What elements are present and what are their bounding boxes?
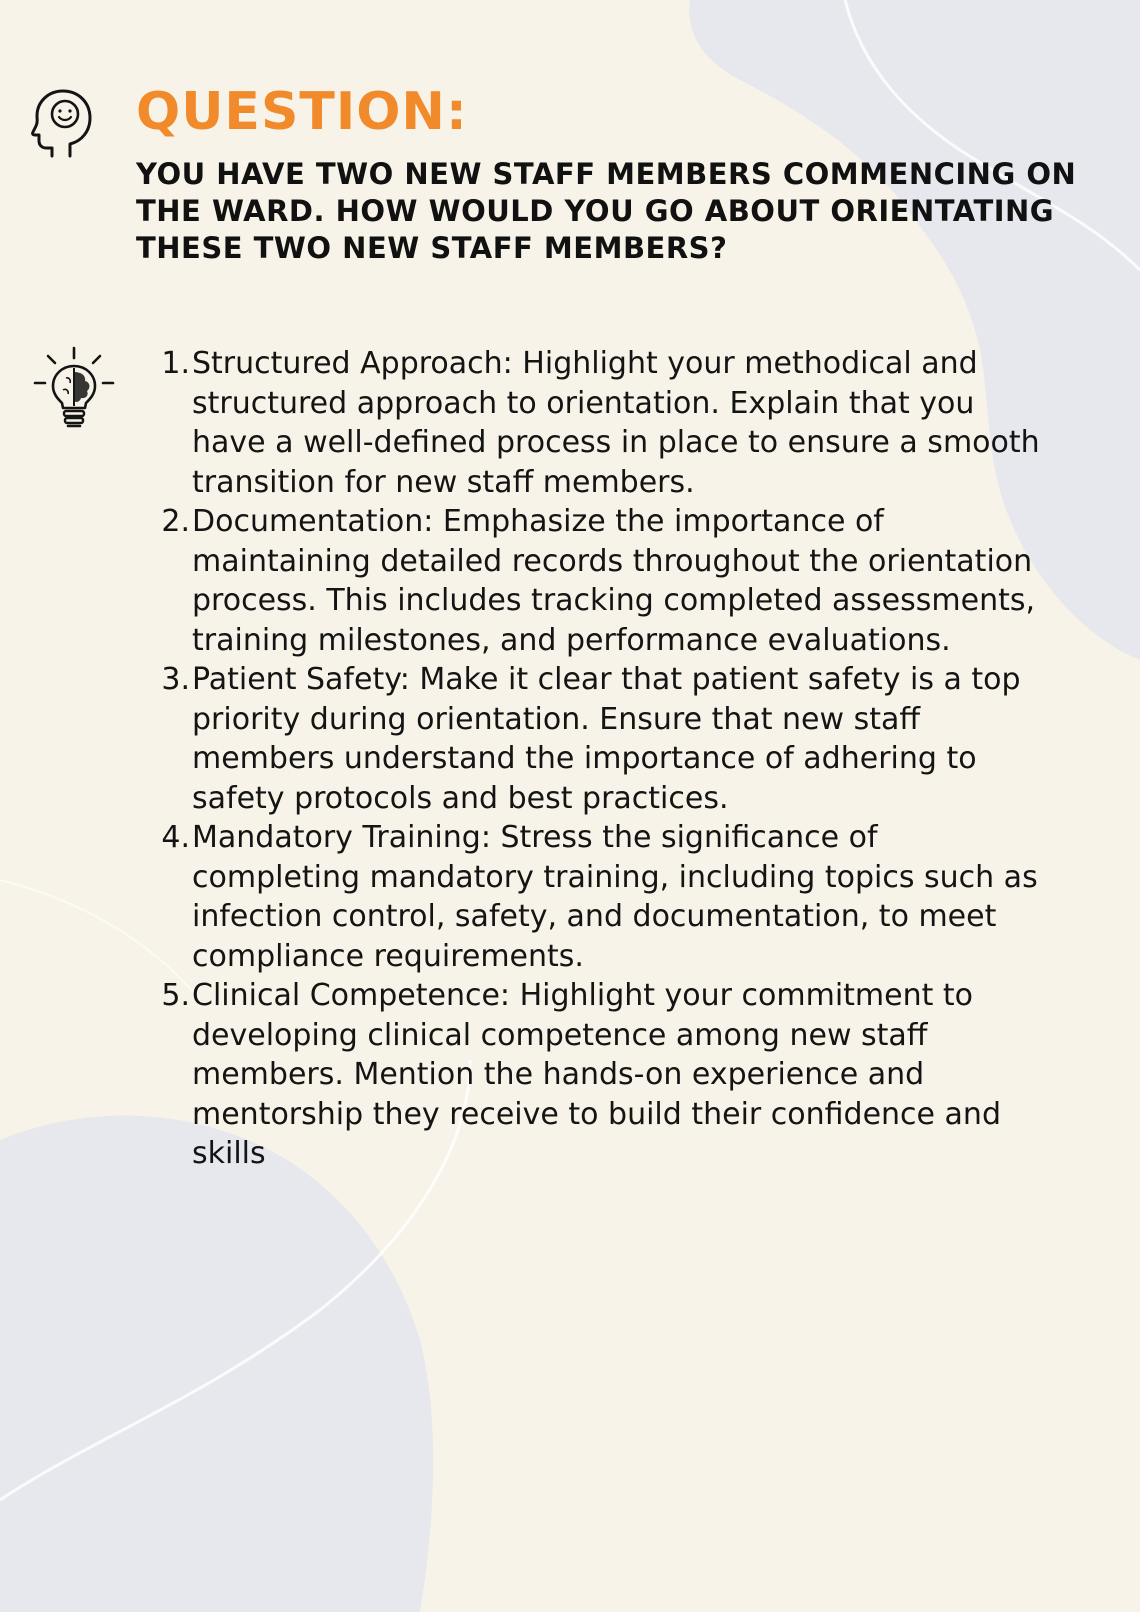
lightbulb-brain-icon <box>30 346 118 434</box>
question-text: YOU HAVE TWO NEW STAFF MEMBERS COMMENCING ON THE WARD. HOW WOULD YOU GO ABOUT ORIENTATING THESE TWO NEW STAFF MEMBERS? <box>136 157 1077 265</box>
list-item <box>150 818 1050 976</box>
question-title: QUESTION: <box>136 82 468 142</box>
list-item <box>150 976 1050 1174</box>
list-item-number: 1. <box>161 346 190 381</box>
list-item-text: Documentation: Emphasize the importance of maintaining detailed records throughout the orientation process. This includes tracking completed assessments, training milestones, and performance evaluations. <box>192 504 1036 658</box>
list-item-text: Structured Approach: Highlight your methodical and structured approach to orientation. Explain that you have a well-defined process in place to ensure a smooth transition for new staff members. <box>192 346 1040 500</box>
list-item-number: 4. <box>161 820 190 855</box>
list-item-number: 2. <box>161 504 190 539</box>
list-item-text: Patient Safety: Make it clear that patient safety is a top priority during orientation. Ensure that new staff members understand the importance of adhering to safety protocols and best practices. <box>192 662 1021 816</box>
answer-list <box>150 344 1050 1174</box>
list-item <box>150 660 1050 818</box>
list-item <box>150 344 1050 502</box>
list-item-text: Mandatory Training: Stress the significance of completing mandatory training, including topics such as infection control, safety, and documentation, to meet compliance requirements. <box>192 820 1038 974</box>
list-item-number: 3. <box>161 662 190 697</box>
head-smile-icon <box>30 86 102 162</box>
list-item-text: Clinical Competence: Highlight your commitment to developing clinical competence among new staff members. Mention the hands-on experience and mentorship they receive to build their confidence and skills <box>192 978 1001 1171</box>
list-item <box>150 502 1050 660</box>
list-item-number: 5. <box>161 978 190 1013</box>
